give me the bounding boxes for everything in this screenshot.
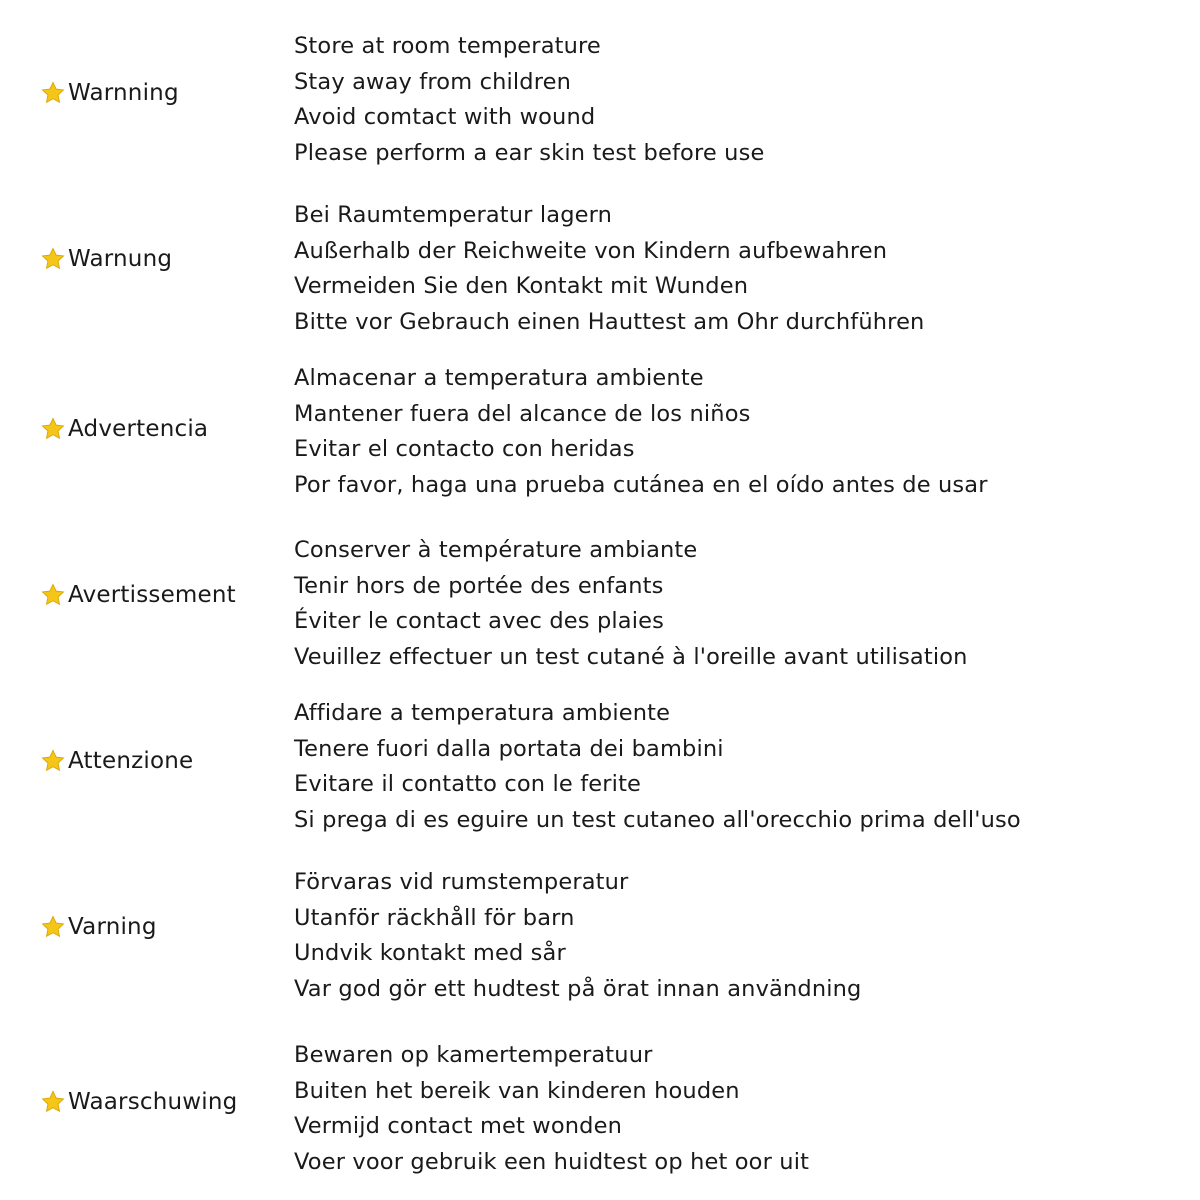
instruction-line: Por favor, haga una prueba cutánea en el oído antes de usar: [294, 472, 988, 499]
instruction-line: Avoid comtact with wound: [294, 104, 596, 131]
instruction-line: Außerhalb der Reichweite von Kindern aufbewahren: [294, 237, 888, 264]
section-heading: [40, 748, 193, 774]
instruction-line: Voer voor gebruik een huidtest op het oor uit: [294, 1149, 810, 1176]
star-icon: [40, 748, 66, 774]
section-heading: [40, 1089, 237, 1115]
instruction-list: [294, 29, 764, 172]
star-icon: [40, 582, 66, 608]
section-title: Waarschuwing: [68, 1089, 238, 1115]
instruction-list: [294, 1038, 809, 1181]
section-title: Attenzione: [68, 748, 194, 774]
instruction-line: Store at room temperature: [294, 33, 601, 59]
instruction-line: Affidare a temperatura ambiente: [294, 700, 671, 726]
instruction-line: Almacenar a temperatura ambiente: [294, 365, 704, 391]
instruction-line: Utanför räckhåll för barn: [294, 904, 575, 931]
section-title: Avertissement: [68, 582, 236, 608]
instruction-line: Undvik kontakt med sår: [294, 940, 566, 967]
instruction-list: [294, 533, 968, 676]
instruction-line: Bei Raumtemperatur lagern: [294, 202, 613, 228]
instruction-line: Evitare il contatto con le ferite: [294, 771, 642, 798]
instruction-line: Éviter le contact avec des plaies: [294, 608, 665, 635]
section-title: Warnung: [68, 246, 173, 272]
star-icon: [40, 246, 66, 272]
instruction-list: [294, 198, 924, 341]
instruction-line: Conserver à température ambiante: [294, 537, 698, 563]
instruction-line: Bewaren op kamertemperatuur: [294, 1042, 653, 1068]
instruction-line: Buiten het bereik van kinderen houden: [294, 1077, 740, 1104]
instruction-line: Please perform a ear skin test before use: [294, 140, 765, 167]
instruction-line: Stay away from children: [294, 68, 572, 95]
instruction-list: [294, 865, 862, 1008]
section-heading: [40, 914, 157, 940]
section-heading: [40, 246, 172, 272]
instruction-line: Var god gör ett hudtest på örat innan användning: [294, 976, 862, 1003]
instruction-list: [294, 696, 1021, 839]
section-title: Advertencia: [68, 416, 209, 442]
instruction-line: Vermeiden Sie den Kontakt mit Wunden: [294, 273, 749, 300]
star-icon: [40, 80, 66, 106]
instruction-list: [294, 361, 988, 504]
section-title: Varning: [68, 914, 157, 940]
instruction-line: Tenir hors de portée des enfants: [294, 572, 664, 599]
star-icon: [40, 416, 66, 442]
instruction-line: Förvaras vid rumstemperatur: [294, 869, 629, 895]
instruction-line: Bitte vor Gebrauch einen Hauttest am Ohr durchführen: [294, 309, 925, 336]
section-heading: [40, 80, 179, 106]
section-title: Warnning: [68, 80, 179, 106]
instruction-line: Tenere fuori dalla portata dei bambini: [294, 735, 724, 762]
star-icon: [40, 1089, 66, 1115]
instruction-line: Mantener fuera del alcance de los niños: [294, 400, 751, 427]
star-icon: [40, 914, 66, 940]
instruction-line: Si prega di es eguire un test cutaneo all'orecchio prima dell'uso: [294, 807, 1021, 834]
instruction-line: Veuillez effectuer un test cutané à l'oreille avant utilisation: [294, 644, 968, 671]
instruction-line: Vermijd contact met wonden: [294, 1113, 622, 1140]
section-heading: [40, 582, 236, 608]
instruction-line: Evitar el contacto con heridas: [294, 436, 635, 463]
section-heading: [40, 416, 208, 442]
